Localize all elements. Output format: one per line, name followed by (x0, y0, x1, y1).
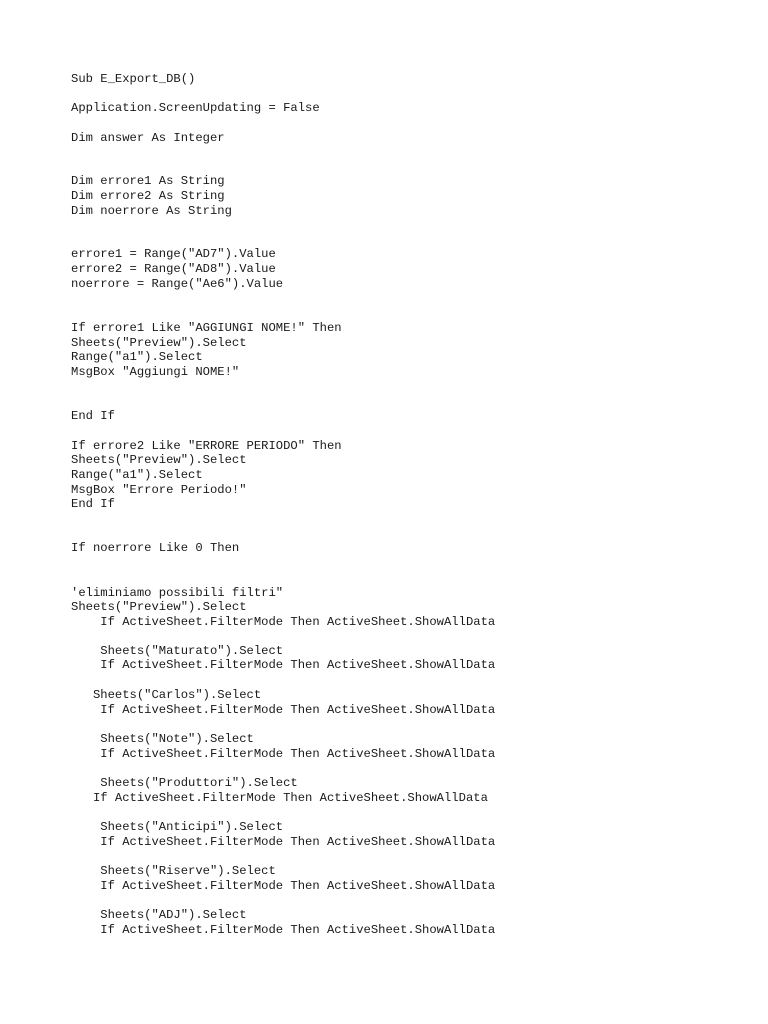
code-line: End If (71, 409, 115, 423)
code-line: 'eliminiamo possibili filtri" (71, 586, 284, 600)
code-line: If errore1 Like "AGGIUNGI NOME!" Then (71, 321, 342, 335)
code-line: If ActiveSheet.FilterMode Then ActiveSheet.ShowAllData (71, 747, 496, 761)
code-line: Dim errore1 As String (71, 174, 225, 188)
code-line: End If (71, 497, 115, 511)
code-line: MsgBox "Aggiungi NOME!" (71, 365, 240, 379)
code-line: errore2 = Range("AD8").Value (71, 262, 276, 276)
code-line: Sub E_Export_DB() (71, 72, 196, 86)
code-line: Sheets("Produttori").Select (71, 776, 298, 790)
code-line: MsgBox "Errore Periodo!" (71, 483, 247, 497)
code-line: If ActiveSheet.FilterMode Then ActiveSheet.ShowAllData (71, 615, 496, 629)
code-line: If ActiveSheet.FilterMode Then ActiveSheet.ShowAllData (71, 923, 496, 937)
code-line: Sheets("Riserve").Select (71, 864, 276, 878)
code-line: If errore2 Like "ERRORE PERIODO" Then (71, 439, 342, 453)
code-line: Sheets("Carlos").Select (71, 688, 262, 702)
code-line: Sheets("Preview").Select (71, 600, 247, 614)
code-line: Dim answer As Integer (71, 131, 225, 145)
code-line: If noerrore Like 0 Then (71, 541, 240, 555)
code-line: Sheets("Preview").Select (71, 336, 247, 350)
code-line: If ActiveSheet.FilterMode Then ActiveSheet.ShowAllData (71, 879, 496, 893)
code-line: If ActiveSheet.FilterMode Then ActiveSheet.ShowAllData (71, 835, 496, 849)
code-line: Dim errore2 As String (71, 189, 225, 203)
code-line: Sheets("Maturato").Select (71, 644, 284, 658)
code-line: Sheets("Preview").Select (71, 453, 247, 467)
code-line: Application.ScreenUpdating = False (71, 101, 320, 115)
code-line: If ActiveSheet.FilterMode Then ActiveSheet.ShowAllData (71, 703, 496, 717)
code-line: Range("a1").Select (71, 468, 203, 482)
code-line: If ActiveSheet.FilterMode Then ActiveSheet.ShowAllData (71, 791, 488, 805)
code-line: Sheets("Note").Select (71, 732, 254, 746)
code-line: Sheets("ADJ").Select (71, 908, 247, 922)
code-line: Sheets("Anticipi").Select (71, 820, 284, 834)
code-line: noerrore = Range("Ae6").Value (71, 277, 284, 291)
code-line: If ActiveSheet.FilterMode Then ActiveSheet.ShowAllData (71, 658, 496, 672)
code-line: Range("a1").Select (71, 350, 203, 364)
code-line: Dim noerrore As String (71, 204, 232, 218)
code-line: errore1 = Range("AD7").Value (71, 247, 276, 261)
